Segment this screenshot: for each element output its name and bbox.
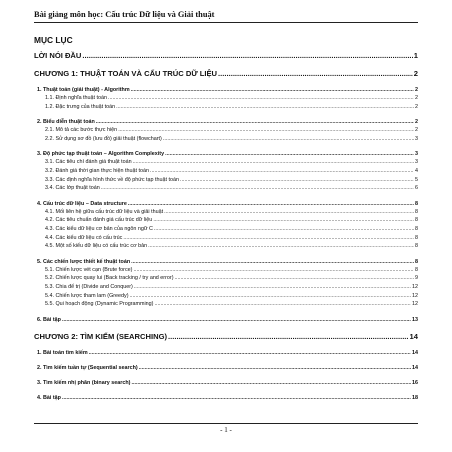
toc-entry-page: 8 (415, 243, 418, 250)
toc-entry[interactable] (34, 349, 418, 357)
dot-leader (168, 331, 409, 342)
toc-entry[interactable] (34, 225, 418, 234)
toc-entry-page: 3 (415, 151, 418, 158)
toc-entry[interactable] (34, 364, 418, 372)
toc-entry-label: 4. Cấu trúc dữ liệu – Data structure (37, 200, 127, 207)
dot-leader (82, 50, 412, 61)
toc-entry[interactable] (34, 103, 418, 112)
dot-leader (134, 283, 411, 292)
toc-entry-label: 2.2. Sử dụng sơ đồ (lưu đồ) giải thuật (flowchart) (45, 135, 162, 142)
toc-title: MỤC LỤC (34, 35, 73, 45)
dot-leader (218, 68, 413, 79)
dot-leader (130, 292, 411, 301)
toc-entry-label: 5.4. Chiến lược tham lam (Greedy) (45, 292, 129, 299)
toc-entry-page: 2 (415, 103, 418, 110)
toc-entry-label: 5. Các chiến lược thiết kế thuật toán (37, 258, 131, 265)
toc-entry-page: 2 (415, 87, 418, 93)
dot-leader (116, 103, 414, 112)
dot-leader (174, 274, 414, 283)
toc-entry[interactable] (34, 258, 418, 266)
toc-entry-label: 3. Tìm kiếm nhị phân (binary search) (37, 379, 131, 386)
dot-leader (101, 184, 414, 193)
toc-entry[interactable] (34, 216, 418, 225)
toc-entry-page: 12 (412, 283, 418, 290)
toc-entry-label: 4.5. Một số kiểu dữ liệu có cấu trúc cơ bản (45, 243, 148, 250)
toc-entry-label: 1.2. Đặc trưng của thuật toán (45, 103, 116, 110)
toc-entry-label: 5.1. Chiến lược vét cạn (Brute force) (45, 266, 133, 273)
toc-entry-page: 8 (415, 217, 418, 224)
toc-entry-label: 3.2. Đánh giá thời gian thực hiện thuật toán (45, 167, 149, 174)
toc-entry[interactable] (34, 331, 418, 342)
toc-entry[interactable] (34, 266, 418, 275)
toc-entry-label: 3. Độ phức tạp thuật toán – Algorithm Complexity (37, 151, 165, 158)
toc-entry-label: 3.1. Các tiêu chí đánh giá thuật toán (45, 159, 132, 166)
toc-entry[interactable] (34, 379, 418, 387)
toc-entry-page: 5 (415, 176, 418, 183)
dot-leader (154, 300, 411, 309)
toc-entry-label: CHƯƠNG 2: TÌM KIẾM (SEARCHING) (34, 331, 168, 341)
toc-entry[interactable] (34, 86, 418, 94)
toc-entry-page: 2 (415, 119, 418, 126)
toc-entry-page: 8 (415, 208, 418, 215)
toc-entry-page: 2 (415, 127, 418, 134)
dot-leader (133, 158, 414, 167)
toc-entry[interactable] (34, 94, 418, 103)
toc-entry[interactable] (34, 200, 418, 208)
dot-leader (131, 379, 411, 387)
toc-entry-page: 14 (412, 349, 418, 356)
toc-entry-label: 2. Biểu diễn thuật toán (37, 119, 95, 126)
toc-entry[interactable] (34, 150, 418, 158)
toc-entry-label: 4. Bài tập (37, 394, 61, 401)
toc-entry[interactable] (34, 208, 418, 217)
toc-entry[interactable] (34, 234, 418, 243)
dot-leader (165, 150, 414, 158)
toc-entry-label: 2. Tìm kiếm tuần tự (Sequential search) (37, 364, 138, 371)
toc-entry-page: 2 (413, 69, 418, 78)
toc-entry[interactable] (34, 118, 418, 126)
toc-entry-page: 6 (415, 185, 418, 192)
dot-leader (164, 208, 414, 217)
toc-entry-page: 8 (415, 200, 418, 207)
toc-entry-label: 4.2. Các tiêu chuẩn đánh giá cấu trúc dữ liệu (45, 217, 153, 224)
toc-entry[interactable] (34, 274, 418, 283)
toc-entry-label: 6. Bài tập (37, 316, 61, 323)
toc-entry[interactable] (34, 167, 418, 176)
dot-leader (148, 242, 414, 251)
dot-leader (89, 349, 411, 357)
toc-entry[interactable] (34, 135, 418, 144)
toc-entry-page: 14 (412, 364, 418, 371)
dot-leader (96, 118, 414, 126)
toc-entry-label: 5.3. Chia để trị (Divide and Conquer) (45, 283, 133, 290)
toc-entry-label: 3.4. Các lớp thuật toán (45, 185, 100, 192)
dot-leader (128, 200, 414, 208)
toc-entry[interactable] (34, 394, 418, 402)
dot-leader (118, 126, 414, 135)
toc-entry[interactable] (34, 316, 418, 324)
toc-entry[interactable] (34, 292, 418, 301)
toc-entry-label: 1. Bài toán tìm kiếm (37, 349, 88, 356)
toc-entry-page: 9 (415, 275, 418, 282)
dot-leader (150, 167, 414, 176)
toc-entry[interactable] (34, 300, 418, 309)
toc-entry[interactable] (34, 283, 418, 292)
toc-entry-page: 1 (413, 51, 418, 60)
toc-entry-page: 18 (412, 394, 418, 401)
toc-entry[interactable] (34, 176, 418, 185)
toc-entry[interactable] (34, 68, 418, 79)
toc-entry-page: 12 (412, 292, 418, 299)
toc-entry-page: 8 (415, 266, 418, 273)
dot-leader (139, 364, 411, 372)
dot-leader (108, 94, 414, 103)
dot-leader (154, 225, 414, 234)
dot-leader (180, 176, 414, 185)
dot-leader (153, 216, 414, 225)
toc-entry-page: 12 (412, 301, 418, 308)
toc-entry-page: 4 (415, 167, 418, 174)
dot-leader (62, 316, 411, 324)
toc-entry-label: 1.1. Định nghĩa thuật toán (45, 95, 108, 101)
dot-leader (131, 258, 414, 266)
toc-entry[interactable] (34, 126, 418, 135)
toc-entry-page: 3 (415, 159, 418, 166)
toc-entry[interactable] (34, 50, 418, 61)
page-footer: - 1 - (34, 423, 418, 434)
toc-entry-page: 13 (412, 316, 418, 323)
toc-entry-label: LỜI NÓI ĐẦU (34, 51, 82, 60)
dot-leader (62, 394, 411, 402)
toc-entry-page: 8 (415, 234, 418, 241)
toc-entry[interactable] (34, 158, 418, 167)
toc-entry[interactable] (34, 184, 418, 193)
toc-entry-label: 4.1. Mối liên hệ giữa cấu trúc dữ liệu và giải thuật (45, 208, 164, 215)
dot-leader (131, 86, 414, 94)
toc-entry-page: 14 (409, 331, 418, 341)
toc-entry-page: 2 (415, 95, 418, 101)
table-of-contents (34, 50, 418, 402)
dot-leader (133, 266, 414, 275)
running-header: Bài giảng môn học: Cấu trúc Dữ liệu và Giải thuật (34, 8, 418, 23)
toc-entry-label: 3.3. Các định nghĩa hình thức về độ phức tạp thuật toán (45, 176, 179, 183)
toc-entry-label: 5.2. Chiến lược quay lui (Back tracking / try and error) (45, 275, 174, 282)
toc-entry-page: 8 (415, 258, 418, 265)
toc-entry-label: 4.3. Các kiểu dữ liệu cơ bản của ngôn ngữ C (45, 225, 153, 232)
toc-entry-label: 1. Thuật toán (giải thuật) - Algorithm (37, 87, 130, 93)
toc-entry-label: 5.5. Qui hoạch động (Dynamic Programming) (45, 301, 154, 308)
toc-entry-label: CHƯƠNG 1: THUẬT TOÁN VÀ CẤU TRÚC DỮ LIỆU (34, 69, 218, 78)
toc-entry-page: 16 (412, 379, 418, 386)
dot-leader (123, 234, 414, 243)
dot-leader (163, 135, 414, 144)
toc-entry-page: 8 (415, 225, 418, 232)
toc-entry[interactable] (34, 242, 418, 251)
toc-entry-page: 3 (415, 135, 418, 142)
toc-entry-label: 4.4. Các kiểu dữ liệu có cấu trúc (45, 234, 123, 241)
toc-entry-label: 2.1. Mô tả các bước thực hiện (45, 127, 118, 134)
